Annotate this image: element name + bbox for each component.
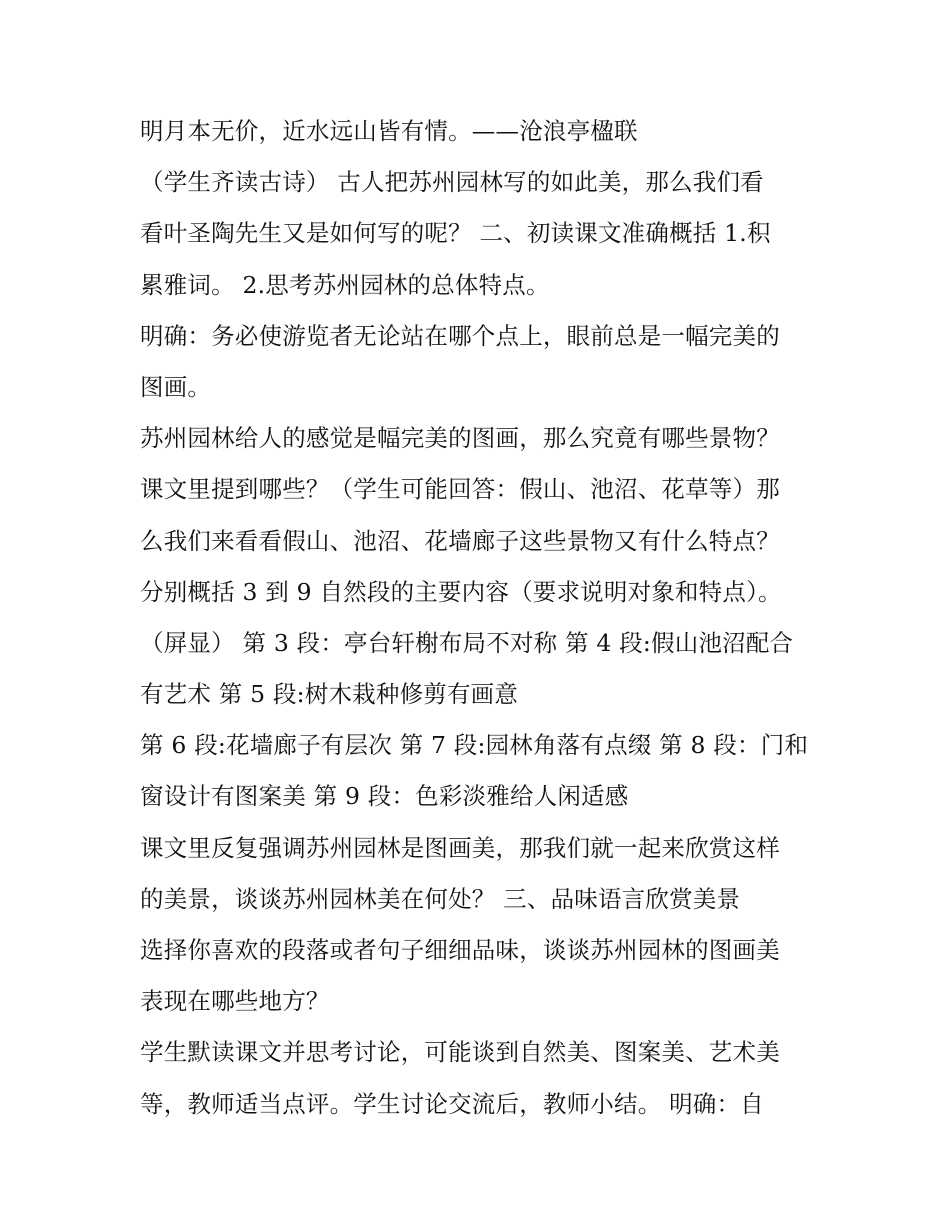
text-line: 有艺术 第 5 段:树木栽种修剪有画意 bbox=[140, 680, 519, 709]
text-line: 明确：务必使游览者无论站在哪个点上，眼前总是一幅完美的 bbox=[140, 321, 780, 350]
text-line: 选择你喜欢的段落或者句子细细品味，谈谈苏州园林的图画美 bbox=[140, 936, 780, 964]
document-body bbox=[140, 106, 840, 1130]
text-line: （学生齐读古诗） 古人把苏州园林写的如此美，那么我们看 bbox=[140, 168, 764, 197]
text-line: 的美景，谈谈苏州园林美在何处？ 三、品味语言欣赏美景 bbox=[140, 884, 741, 913]
text-line: 看叶圣陶先生又是如何写的呢？ 二、初读课文准确概括 1.积 bbox=[140, 219, 771, 248]
text-line: 图画。 bbox=[140, 372, 212, 401]
text-line: 累雅词。 2.思考苏州园林的总体特点。 bbox=[140, 270, 550, 299]
text-line: 分别概括 3 到 9 自然段的主要内容（要求说明对象和特点）。 bbox=[140, 577, 782, 606]
text-line: 明月本无价，近水远山皆有情。——沧浪亭楹联 bbox=[140, 117, 638, 145]
text-line: 第 6 段:花墙廊子有层次 第 7 段:园林角落有点缀 第 8 段：门和 bbox=[140, 731, 809, 760]
text-line: 苏州园林给人的感觉是幅完美的图画，那么究竟有哪些景物？ bbox=[140, 424, 780, 453]
text-line: 表现在哪些地方？ bbox=[140, 987, 330, 1016]
text-line: 窗设计有图案美 第 9 段：色彩淡雅给人闲适感 bbox=[140, 782, 629, 811]
text-line: 等，教师适当点评。学生讨论交流后，教师小结。 明确：自 bbox=[140, 1089, 764, 1118]
text-line: 课文里反复强调苏州园林是图画美，那我们就一起来欣赏这样 bbox=[140, 833, 780, 862]
text-line: 课文里提到哪些？（学生可能回答：假山、池沼、花草等）那 bbox=[140, 475, 780, 504]
text-line: 么我们来看看假山、池沼、花墙廊子这些景物又有什么特点？ bbox=[140, 526, 780, 555]
text-line: 学生默读课文并思考讨论，可能谈到自然美、图案美、艺术美 bbox=[140, 1038, 780, 1067]
text-line: （屏显） 第 3 段：亭台轩榭布局不对称 第 4 段:假山池沼配合 bbox=[140, 628, 794, 657]
